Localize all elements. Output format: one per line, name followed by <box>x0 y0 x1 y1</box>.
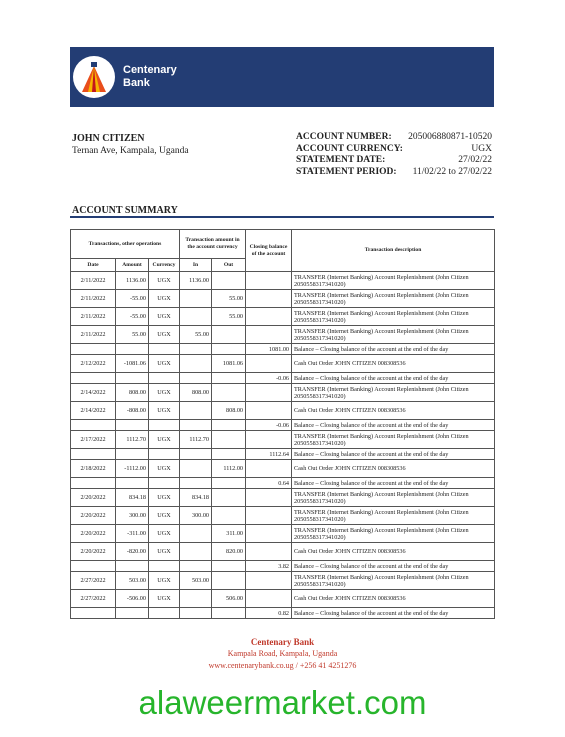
footer <box>0 636 565 672</box>
cell-amount <box>116 449 149 460</box>
cell-date: 2/20/2022 <box>71 543 116 561</box>
cell-date: 2/11/2022 <box>71 290 116 308</box>
cell-currency: UGX <box>149 308 180 326</box>
cell-closing-balance <box>246 543 292 561</box>
cell-amount: -1081.06 <box>116 355 149 373</box>
cell-description: TRANSFER (Internet Banking) Account Replenishment (John Citizen 2050558317341020) <box>292 507 495 525</box>
cell-amount: -55.00 <box>116 308 149 326</box>
cell-out: 1081.06 <box>212 355 246 373</box>
cell-amount: 55.00 <box>116 326 149 344</box>
cell-amount <box>116 420 149 431</box>
cell-closing-balance: 1112.64 <box>246 449 292 460</box>
cell-amount: -1112.00 <box>116 460 149 478</box>
table-row <box>71 326 495 344</box>
cell-closing-balance: 3.82 <box>246 561 292 572</box>
cell-in <box>180 344 212 355</box>
transactions-table <box>70 229 495 619</box>
cell-in <box>180 373 212 384</box>
cell-amount: -55.00 <box>116 290 149 308</box>
account-currency-label: ACCOUNT CURRENCY: <box>296 143 403 154</box>
cell-date: 2/11/2022 <box>71 308 116 326</box>
cell-amount: 503.00 <box>116 572 149 590</box>
cell-currency <box>149 449 180 460</box>
cell-description: Cash Out Order JOHN CITIZEN 008308536 <box>292 402 495 420</box>
header-amount: Amount <box>116 259 149 272</box>
header-amount-group: Transaction amount in the account currency <box>180 230 246 259</box>
table-row <box>71 561 495 572</box>
cell-amount <box>116 344 149 355</box>
header-transactions-group: Transactions, other operations <box>71 230 180 259</box>
cell-currency: UGX <box>149 543 180 561</box>
header-currency: Currency <box>149 259 180 272</box>
cell-date <box>71 478 116 489</box>
cell-out <box>212 420 246 431</box>
cell-date: 2/17/2022 <box>71 431 116 449</box>
cell-amount <box>116 561 149 572</box>
cell-closing-balance <box>246 572 292 590</box>
cell-date <box>71 608 116 619</box>
bank-logo-icon <box>73 56 115 98</box>
cell-out <box>212 478 246 489</box>
cell-amount <box>116 608 149 619</box>
cell-date: 2/20/2022 <box>71 525 116 543</box>
cell-date <box>71 449 116 460</box>
summary-divider <box>70 216 494 218</box>
table-header-row-1 <box>71 230 495 259</box>
watermark: alaweermarket.com <box>138 684 427 721</box>
cell-date: 2/14/2022 <box>71 402 116 420</box>
cell-closing-balance <box>246 431 292 449</box>
cell-out <box>212 489 246 507</box>
cell-in <box>180 449 212 460</box>
footer-contact: www.centenarybank.co.ug / +256 41 4251276 <box>208 661 357 670</box>
cell-amount: 1112.70 <box>116 431 149 449</box>
cell-currency: UGX <box>149 507 180 525</box>
cell-closing-balance <box>246 308 292 326</box>
header-in: In <box>180 259 212 272</box>
cell-closing-balance <box>246 590 292 608</box>
statement-period-row <box>296 167 492 179</box>
cell-in <box>180 543 212 561</box>
cell-description: Balance – Closing balance of the account at the end of the day <box>292 478 495 489</box>
cell-currency: UGX <box>149 290 180 308</box>
cell-description: TRANSFER (Internet Banking) Account Replenishment (John Citizen 2050558317341020) <box>292 489 495 507</box>
cell-description: Cash Out Order JOHN CITIZEN 008308536 <box>292 355 495 373</box>
cell-in: 503.00 <box>180 572 212 590</box>
cell-out <box>212 272 246 290</box>
cell-in <box>180 308 212 326</box>
customer-block <box>72 132 189 158</box>
cell-in: 1136.00 <box>180 272 212 290</box>
cell-currency: UGX <box>149 355 180 373</box>
table-row <box>71 478 495 489</box>
cell-currency: UGX <box>149 326 180 344</box>
cell-description: TRANSFER (Internet Banking) Account Replenishment (John Citizen 2050558317341020) <box>292 308 495 326</box>
cell-closing-balance <box>246 525 292 543</box>
cell-currency: UGX <box>149 572 180 590</box>
cell-description: Balance – Closing balance of the account at the end of the day <box>292 373 495 384</box>
cell-date: 2/27/2022 <box>71 572 116 590</box>
header-out: Out <box>212 259 246 272</box>
table-row <box>71 543 495 561</box>
cell-out <box>212 373 246 384</box>
cell-closing-balance <box>246 460 292 478</box>
cell-in <box>180 355 212 373</box>
table-row <box>71 507 495 525</box>
cell-currency <box>149 478 180 489</box>
account-currency-row <box>296 144 492 156</box>
cell-in: 808.00 <box>180 384 212 402</box>
cell-out: 820.00 <box>212 543 246 561</box>
account-number-row <box>296 132 492 144</box>
table-row <box>71 290 495 308</box>
cell-description: TRANSFER (Internet Banking) Account Replenishment (John Citizen 2050558317341020) <box>292 572 495 590</box>
cell-amount: -506.00 <box>116 590 149 608</box>
cell-description: TRANSFER (Internet Banking) Account Replenishment (John Citizen 2050558317341020) <box>292 326 495 344</box>
cell-amount: 1136.00 <box>116 272 149 290</box>
cell-in: 1112.70 <box>180 431 212 449</box>
account-currency-value: UGX <box>471 143 492 154</box>
cell-currency: UGX <box>149 590 180 608</box>
bank-header-banner <box>70 47 494 107</box>
cell-out: 55.00 <box>212 308 246 326</box>
cell-date: 2/11/2022 <box>71 272 116 290</box>
cell-closing-balance <box>246 272 292 290</box>
customer-address: Ternan Ave, Kampala, Uganda <box>72 146 189 156</box>
table-row <box>71 373 495 384</box>
cell-out <box>212 561 246 572</box>
cell-in: 55.00 <box>180 326 212 344</box>
cell-date: 2/18/2022 <box>71 460 116 478</box>
account-summary-title: ACCOUNT SUMMARY <box>72 205 178 216</box>
logo-line-2: Bank <box>123 77 150 89</box>
cell-description: Balance – Closing balance of the account at the end of the day <box>292 449 495 460</box>
account-info <box>296 132 492 178</box>
table-row <box>71 384 495 402</box>
table-row <box>71 608 495 619</box>
table-row <box>71 402 495 420</box>
cell-in <box>180 590 212 608</box>
table-row <box>71 420 495 431</box>
statement-date-row <box>296 155 492 167</box>
cell-closing-balance: -0.06 <box>246 420 292 431</box>
table-row <box>71 489 495 507</box>
cell-amount: -808.00 <box>116 402 149 420</box>
cell-amount: -311.00 <box>116 525 149 543</box>
header-closing-balance: Closing balance of the account <box>246 230 292 272</box>
cell-currency <box>149 344 180 355</box>
cell-date: 2/27/2022 <box>71 590 116 608</box>
logo-line-1: Centenary <box>123 64 177 76</box>
cell-currency <box>149 420 180 431</box>
cell-date: 2/20/2022 <box>71 507 116 525</box>
cell-closing-balance: -0.06 <box>246 373 292 384</box>
table-row <box>71 355 495 373</box>
cell-currency: UGX <box>149 402 180 420</box>
cell-out: 808.00 <box>212 402 246 420</box>
cell-in <box>180 561 212 572</box>
table-row <box>71 572 495 590</box>
cell-closing-balance <box>246 290 292 308</box>
cell-description: Balance – Closing balance of the account at the end of the day <box>292 344 495 355</box>
cell-amount: -820.00 <box>116 543 149 561</box>
cell-description: TRANSFER (Internet Banking) Account Replenishment (John Citizen 2050558317341020) <box>292 290 495 308</box>
cell-out <box>212 608 246 619</box>
statement-period-label: STATEMENT PERIOD: <box>296 166 397 177</box>
table-row <box>71 272 495 290</box>
header-date: Date <box>71 259 116 272</box>
cell-date: 2/20/2022 <box>71 489 116 507</box>
cell-description: Cash Out Order JOHN CITIZEN 008308536 <box>292 460 495 478</box>
cell-date: 2/11/2022 <box>71 326 116 344</box>
bank-logo-text <box>123 64 177 90</box>
cell-closing-balance <box>246 384 292 402</box>
statement-date-value: 27/02/22 <box>458 155 492 165</box>
cell-out <box>212 449 246 460</box>
header-description: Transaction description <box>292 230 495 272</box>
cell-date <box>71 420 116 431</box>
cell-in <box>180 460 212 478</box>
cell-description: Cash Out Order JOHN CITIZEN 008308536 <box>292 543 495 561</box>
cell-closing-balance <box>246 326 292 344</box>
cell-in: 300.00 <box>180 507 212 525</box>
cell-in <box>180 290 212 308</box>
cell-amount <box>116 373 149 384</box>
cell-in <box>180 402 212 420</box>
cell-amount <box>116 478 149 489</box>
cell-in: 834.18 <box>180 489 212 507</box>
cell-amount: 300.00 <box>116 507 149 525</box>
cell-out <box>212 572 246 590</box>
cell-currency <box>149 608 180 619</box>
cell-currency <box>149 561 180 572</box>
cell-currency: UGX <box>149 384 180 402</box>
cell-out: 506.00 <box>212 590 246 608</box>
cell-description: Balance – Closing balance of the account at the end of the day <box>292 608 495 619</box>
cell-date: 2/12/2022 <box>71 355 116 373</box>
cell-description: TRANSFER (Internet Banking) Account Replenishment (John Citizen 2050558317341020) <box>292 525 495 543</box>
cell-closing-balance <box>246 355 292 373</box>
cell-date <box>71 373 116 384</box>
table-row <box>71 460 495 478</box>
cell-currency <box>149 373 180 384</box>
cell-currency: UGX <box>149 272 180 290</box>
table-row <box>71 590 495 608</box>
cell-description: TRANSFER (Internet Banking) Account Replenishment (John Citizen 2050558317341020) <box>292 272 495 290</box>
cell-description: Balance – Closing balance of the account at the end of the day <box>292 561 495 572</box>
cell-description: Balance – Closing balance of the account at the end of the day <box>292 420 495 431</box>
account-number-value: 205006880871-10520 <box>408 132 492 142</box>
cell-out: 1112.00 <box>212 460 246 478</box>
cell-out <box>212 507 246 525</box>
table-row <box>71 308 495 326</box>
cell-date: 2/14/2022 <box>71 384 116 402</box>
cell-out: 311.00 <box>212 525 246 543</box>
cell-in <box>180 608 212 619</box>
cell-description: TRANSFER (Internet Banking) Account Replenishment (John Citizen 2050558317341020) <box>292 431 495 449</box>
cell-closing-balance <box>246 507 292 525</box>
table-row <box>71 344 495 355</box>
cell-out <box>212 431 246 449</box>
cell-currency: UGX <box>149 431 180 449</box>
cell-in <box>180 478 212 489</box>
footer-bank-name: Centenary Bank <box>250 637 315 647</box>
cell-date <box>71 344 116 355</box>
cell-currency: UGX <box>149 525 180 543</box>
cell-currency: UGX <box>149 460 180 478</box>
cell-closing-balance <box>246 402 292 420</box>
cell-in <box>180 525 212 543</box>
cell-closing-balance: 0.82 <box>246 608 292 619</box>
cell-closing-balance: 0.64 <box>246 478 292 489</box>
cell-out <box>212 326 246 344</box>
cell-closing-balance <box>246 489 292 507</box>
footer-address: Kampala Road, Kampala, Uganda <box>227 649 338 658</box>
cell-amount: 834.18 <box>116 489 149 507</box>
statement-period-value: 11/02/22 to 27/02/22 <box>412 166 492 177</box>
cell-date <box>71 561 116 572</box>
cell-description: Cash Out Order JOHN CITIZEN 008308536 <box>292 590 495 608</box>
table-row <box>71 449 495 460</box>
cell-description: TRANSFER (Internet Banking) Account Replenishment (John Citizen 2050558317341020) <box>292 384 495 402</box>
table-row <box>71 431 495 449</box>
cell-out <box>212 344 246 355</box>
statement-date-label: STATEMENT DATE: <box>296 155 386 165</box>
cell-in <box>180 420 212 431</box>
transactions-body <box>71 272 495 619</box>
account-number-label: ACCOUNT NUMBER: <box>296 132 392 142</box>
cell-closing-balance: 1081.00 <box>246 344 292 355</box>
cell-amount: 808.00 <box>116 384 149 402</box>
cell-currency: UGX <box>149 489 180 507</box>
table-row <box>71 525 495 543</box>
cell-out: 55.00 <box>212 290 246 308</box>
customer-name: JOHN CITIZEN <box>72 133 145 144</box>
cell-out <box>212 384 246 402</box>
